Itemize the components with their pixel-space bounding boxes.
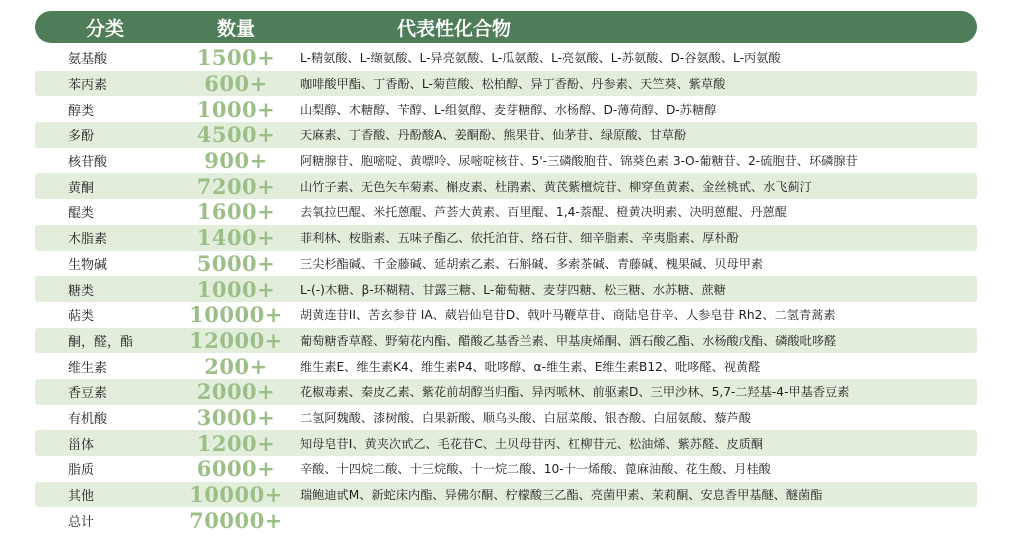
quantity-cell: 1200+	[196, 430, 276, 456]
quantity-cell: 600+	[204, 71, 268, 97]
table-row	[35, 482, 977, 508]
quantity-cell: 2000+	[196, 379, 276, 405]
category-cell: 苯丙素	[68, 78, 108, 94]
compounds-cell: 天麻素、丁香酸、丹酚酸A、姜酮酚、熊果苷、仙茅苷、绿原酸、甘草酚	[300, 128, 687, 143]
table-row	[35, 328, 977, 354]
quantity-cell: 5000+	[196, 250, 276, 276]
quantity-cell: 1400+	[196, 225, 276, 251]
category-cell: 核苷酸	[68, 155, 108, 171]
table-row	[35, 225, 977, 251]
quantity-cell: 200+	[204, 353, 268, 379]
table-row	[35, 71, 977, 97]
quantity-cell: 10000+	[189, 482, 283, 508]
quantity-cell: 1000+	[196, 96, 276, 122]
header-category: 分类	[85, 17, 124, 40]
compound-table	[35, 11, 977, 533]
compounds-cell: 去氧拉巴醌、米托蒽醌、芦荟大黄素、百里醌、1,4-萘醌、橙黄决明素、决明蒽醌、丹蒽醌	[300, 205, 787, 220]
table-body	[35, 45, 977, 533]
category-cell: 萜类	[68, 309, 95, 325]
quantity-cell: 6000+	[196, 456, 276, 482]
quantity-cell: 12000+	[189, 327, 283, 353]
table-row	[35, 199, 977, 225]
table-header	[35, 11, 977, 43]
quantity-cell: 1000+	[196, 276, 276, 302]
compounds-cell: 辛酸、十四烷二酸、十三烷酸、十一烷二酸、10-十一烯酸、蓖麻油酸、花生酸、月桂酸	[300, 462, 771, 477]
table-row	[35, 96, 977, 122]
category-cell: 黄酮	[68, 180, 95, 196]
compounds-cell: 山竹子素、无色矢车菊素、槲皮素、杜鹃素、黄芪紫檀烷苷、柳穿鱼黄素、金丝桃甙、水飞蓟汀	[300, 179, 812, 194]
category-cell: 酮，醛，酯	[68, 334, 134, 350]
quantity-cell: 7200+	[196, 173, 276, 199]
category-cell: 多酚	[68, 129, 95, 145]
category-cell: 香豆素	[68, 386, 108, 402]
category-cell: 醌类	[68, 206, 95, 222]
table-row	[35, 45, 977, 71]
category-cell: 脂质	[68, 463, 95, 479]
table-row	[35, 173, 977, 199]
compounds-cell: 咖啡酸甲酯、丁香酚、L-菊苣酸、松柏醇、异丁香酚、丹参素、天竺葵、紫草酸	[300, 77, 726, 92]
category-cell: 总计	[68, 514, 95, 530]
header-quantity: 数量	[216, 17, 255, 40]
compounds-cell: 阿糖腺苷、胞嘧啶、黄嘌呤、尿嘧啶核苷、5'-三磷酸胞苷、锦葵色素 3-O-葡糖苷、2-硫胞苷、环磷腺苷	[300, 154, 858, 169]
table-row	[35, 302, 977, 328]
quantity-cell: 10000+	[189, 302, 283, 328]
category-cell: 甾体	[68, 437, 95, 453]
compounds-cell: 胡黄连苷II、苦玄参苷 IA、葳岩仙皂苷D、戟叶马鞭草苷、商陆皂苷辛、人参皂苷 Rh2、二氢青蒿素	[300, 308, 836, 323]
compounds-cell: 葡萄糖香草醛、野菊花内酯、醋酸乙基香兰素、甲基庚烯酮、酒石酸乙酯、水杨酸戊酯、磷酸吡哆醛	[300, 333, 837, 348]
quantity-cell: 900+	[204, 148, 268, 174]
quantity-cell: 70000+	[189, 507, 283, 533]
category-cell: 维生素	[68, 360, 108, 376]
compounds-cell: 瑞鲍迪甙M、新蛇床内酯、异佛尔酮、柠檬酸三乙酯、亮菌甲素、茉莉酮、安息香甲基醚、醚菌酯	[300, 488, 823, 503]
compounds-cell: 菲利林、桉脂素、五味子酯乙、依托泊苷、络石苷、细辛脂素、辛夷脂素、厚朴酚	[300, 231, 739, 246]
category-cell: 有机酸	[68, 411, 108, 427]
compounds-cell: 二氢阿魏酸、漆树酸、白果新酸、顺乌头酸、白屈菜酸、银杏酸、白屈氨酸、藜芦酸	[300, 410, 751, 425]
quantity-cell: 1500+	[196, 45, 276, 71]
table-row	[35, 148, 977, 174]
compounds-cell: 知母皂苷I、黄夹次甙乙、毛花苷C、土贝母苷丙、杠柳苷元、松油烯、紫苏醛、皮质酮	[300, 436, 764, 451]
table-row	[35, 276, 977, 302]
compounds-cell: 花椒毒素、秦皮乙素、紫花前胡醇当归酯、异丙哌林、前驱素D、三甲沙林、5,7-二羟基-4-甲基香豆素	[300, 385, 850, 400]
category-cell: 氨基酸	[68, 52, 108, 68]
compounds-cell: 山梨醇、木糖醇、苄醇、L-组氨醇、麦芽糖醇、水杨醇、D-薄荷醇、D-苏糖醇	[300, 102, 717, 117]
table-row	[35, 251, 977, 277]
table-row	[35, 122, 977, 148]
quantity-cell: 4500+	[196, 122, 276, 148]
table-row	[35, 430, 977, 456]
table-row	[35, 353, 977, 379]
category-cell: 醇类	[68, 103, 95, 119]
table-row	[35, 456, 977, 482]
quantity-cell: 1600+	[196, 199, 276, 225]
compounds-cell: L-(-)木糖、β-环糊精、甘露三糖、L-葡萄糖、麦芽四糖、松三糖、水苏糖、蔗糖	[300, 282, 726, 297]
table-row	[35, 507, 977, 533]
category-cell: 生物碱	[68, 257, 108, 273]
header-compounds: 代表性化合物	[397, 17, 512, 40]
table-row	[35, 405, 977, 431]
compounds-cell: 维生素E、维生素K4、维生素P4、吡哆醇、α-维生素、E维生素B12、吡哆醛、视黄醛	[300, 359, 761, 374]
category-cell: 其他	[68, 489, 95, 505]
table-row	[35, 379, 977, 405]
category-cell: 糖类	[68, 283, 95, 299]
category-cell: 木脂素	[68, 232, 108, 248]
compounds-cell: 三尖杉酯碱、千金藤碱、延胡索乙素、石斛碱、多索茶碱、青藤碱、槐果碱、贝母甲素	[300, 256, 764, 271]
compounds-cell: L-精氨酸、L-缬氨酸、L-异亮氨酸、L-瓜氨酸、L-亮氨酸、L-苏氨酸、D-谷氨酸、L-丙氨酸	[300, 51, 781, 66]
quantity-cell: 3000+	[196, 404, 276, 430]
